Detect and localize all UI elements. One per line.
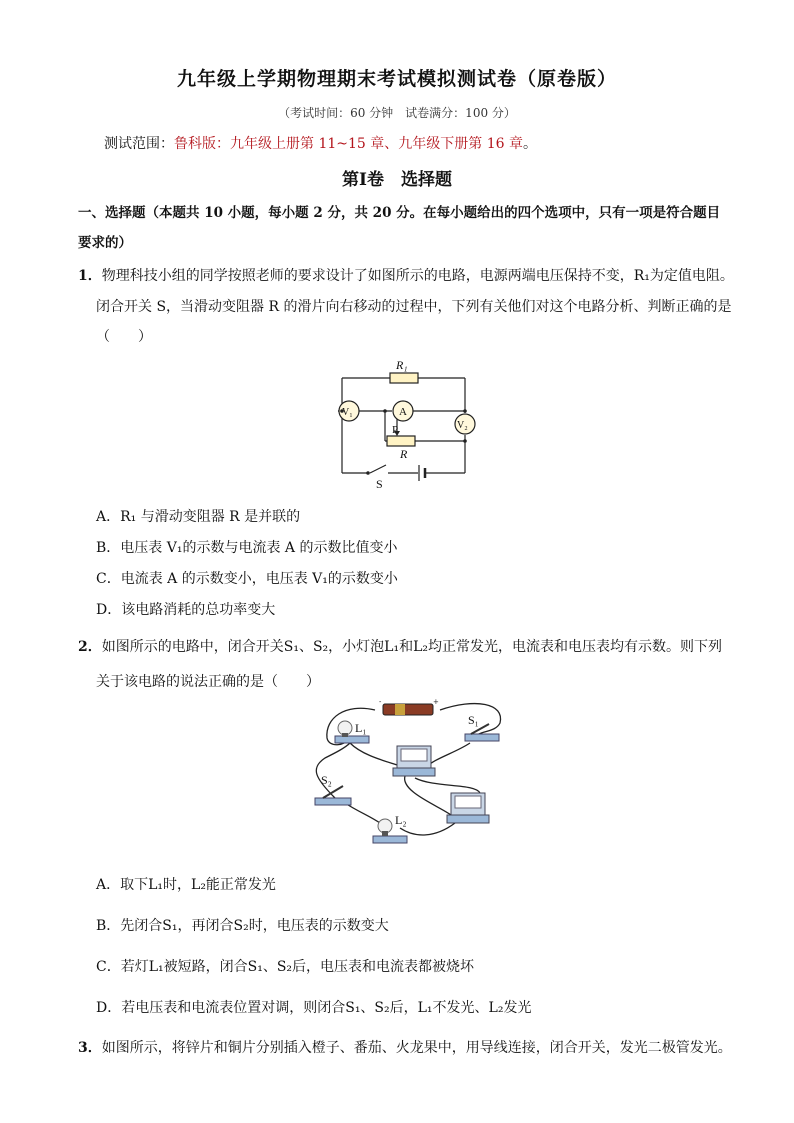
question-1 <box>78 261 738 292</box>
q1-option-a: A．R₁ 与滑动变阻器 R 是并联的 <box>96 509 301 525</box>
label-p: P <box>392 424 399 436</box>
q1-option-d: D．该电路消耗的总功率变大 <box>96 602 276 618</box>
page-title: 九年级上学期物理期末考试模拟测试卷（原卷版） <box>176 68 617 90</box>
label-r1: R₁ <box>396 358 408 372</box>
question-2-line2: 关于该电路的说法正确的是（ ） <box>96 674 320 690</box>
label-r: R <box>400 447 408 461</box>
resistor-r1 <box>390 373 418 383</box>
question-number: 2． <box>78 639 102 655</box>
question-2 <box>78 632 738 663</box>
q2-option-b: B．先闭合S₁，再闭合S₂时，电压表的示数变大 <box>96 918 389 934</box>
q1-option-b: B．电压表 V₁的示数与电流表 A 的示数比值变小 <box>96 540 398 556</box>
question-number: 3． <box>78 1040 102 1056</box>
label-s2: S₂ <box>321 773 332 787</box>
question-text-line1: 如图所示的电路中，闭合开关S₁、S₂，小灯泡L₁和L₂均正常发光，电流表和电压表均有示数。则下列 <box>101 639 722 655</box>
scope-label: 测试范围： <box>104 136 174 152</box>
exam-info: （考试时间：60 分钟 试卷满分：100 分） <box>278 106 516 120</box>
scope-end: 。 <box>522 136 537 152</box>
question-text-line1: 物理科技小组的同学按照老师的要求设计了如图所示的电路，电源两端电压保持不变，R₁为定值电阻。 <box>101 268 734 284</box>
label-s1: S₁ <box>468 713 479 727</box>
q2-option-d: D．若电压表和电流表位置对调，则闭合S₁、S₂后，L₁不发光、L₂发光 <box>96 1000 532 1016</box>
svg-text:-: - <box>379 698 382 706</box>
question-3 <box>78 1033 738 1064</box>
question-text-line1: 如图所示，将锌片和铜片分别插入橙子、番茄、火龙果中，用导线连接，闭合开关，发光二极管发光。 <box>101 1040 732 1056</box>
question-1-line2: 闭合开关 S，当滑动变阻器 R 的滑片向右移动的过程中，下列有关他们对这个电路分析、判断正确的是 <box>96 299 732 315</box>
label-s: S <box>376 477 383 490</box>
svg-text:+: + <box>433 698 439 706</box>
q2-option-c: C．若灯L₁被短路，闭合S₁、S₂后，电压表和电流表都被烧坏 <box>96 959 475 975</box>
label-a: A <box>399 406 407 418</box>
circuit-diagram-1 <box>330 355 480 490</box>
q1-option-c: C．电流表 A 的示数变小，电压表 V₁的示数变小 <box>96 571 398 587</box>
label-l2: L₂ <box>395 813 407 827</box>
section-title: 第Ⅰ卷 选择题 <box>342 170 452 190</box>
voltmeter <box>447 793 489 823</box>
circuit-diagram-2 <box>305 698 510 848</box>
question-number: 1． <box>78 268 102 284</box>
label-v2: V₂ <box>457 420 468 431</box>
label-l1: L₁ <box>355 721 367 735</box>
question-1-line3: （ ） <box>96 329 152 345</box>
label-v1: V₁ <box>342 407 353 418</box>
scope-value: 鲁科版：九年级上册第 11~15 章、九年级下册第 16 章 <box>174 136 523 152</box>
ammeter <box>393 746 435 776</box>
q2-option-a: A．取下L₁时，L₂能正常发光 <box>96 877 276 893</box>
test-scope <box>104 133 537 153</box>
rheostat-r <box>387 436 415 446</box>
part-one-heading-line2: 要求的） <box>78 235 132 251</box>
part-one-heading-line1: 一、选择题（本题共 10 小题，每小题 2 分，共 20 分。在每小题给出的四个选项中，只有一项是符合题目 <box>78 205 721 221</box>
battery <box>379 698 439 715</box>
